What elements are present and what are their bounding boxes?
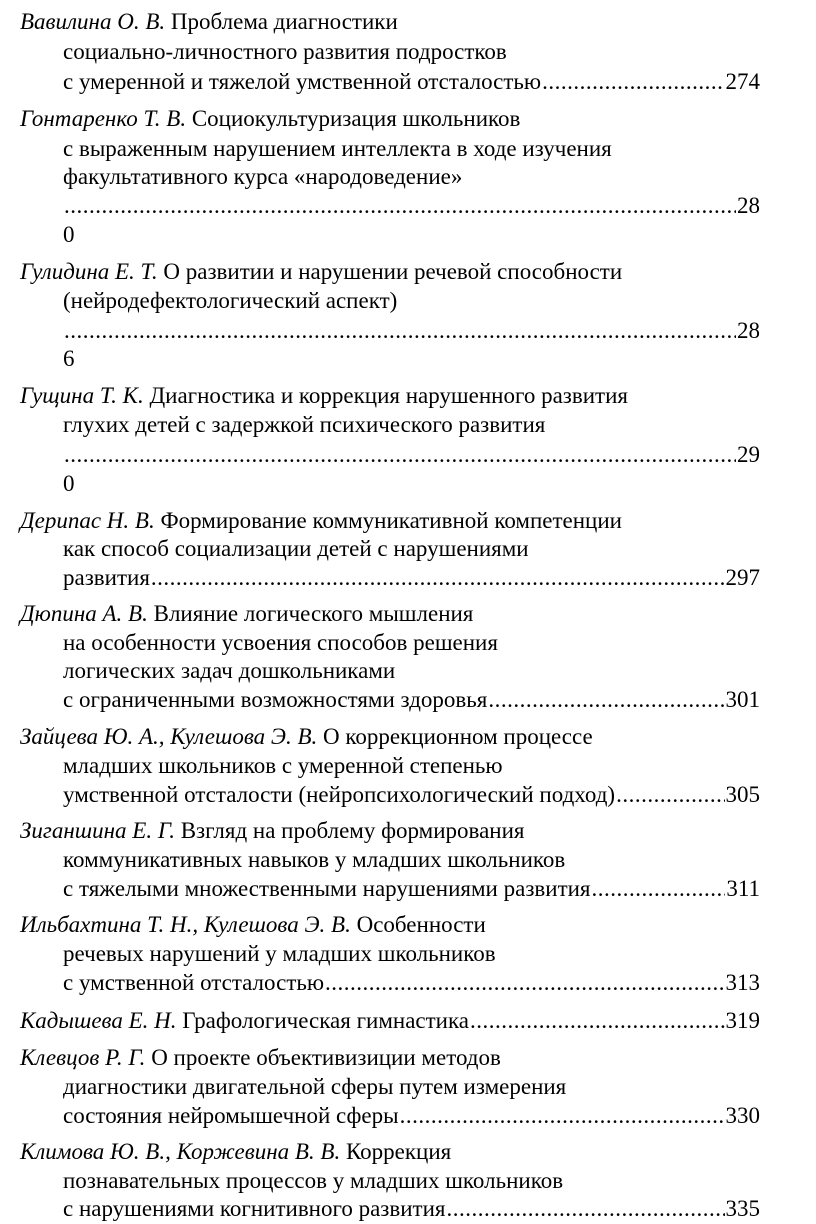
entry-leader-line [63, 685, 760, 715]
entry-title: Особенности [356, 912, 486, 937]
entry-title-line: как способ социализации детей с нарушениями [63, 536, 529, 561]
page-number: 28 [737, 318, 760, 343]
toc-entry-author-line [20, 599, 760, 629]
toc-entry-author-line [20, 506, 760, 536]
entry-title-last: с нарушениями когнитивного развития [63, 1196, 446, 1221]
entry-title-line: факультативного курса «народоведение» [63, 164, 463, 189]
entry-leader-line [63, 191, 760, 221]
toc-entry-author-line [20, 257, 760, 287]
entry-author: Клевцов Р. Г. [20, 1045, 146, 1070]
page-number-overflow: 6 [63, 346, 75, 371]
page-number: 29 [737, 442, 760, 467]
entry-title: Коррекция [345, 1139, 452, 1164]
page-number: 274 [725, 69, 760, 94]
page-number: 305 [725, 782, 760, 807]
dot-leader [325, 968, 724, 998]
dot-leader [470, 1006, 724, 1036]
entry-title-line: логических задач дошкольниками [63, 658, 396, 683]
entry-author: Кадышева Е. Н. [20, 1008, 177, 1033]
entry-title-line: коммуникативных навыков у младших школьников [63, 847, 566, 872]
entry-leader-line [63, 316, 760, 346]
entry-leader-line [63, 440, 760, 470]
toc-entry-author-line [20, 910, 760, 940]
entry-leader-line [63, 67, 760, 97]
entry-title: О коррекционном процессе [323, 724, 593, 749]
page-number: 319 [725, 1008, 760, 1033]
entry-title-last: с ограниченными возможностями здоровья [63, 687, 488, 712]
entry-title: О проекте объективизиции методов [151, 1045, 501, 1070]
page-number: 330 [725, 1103, 760, 1128]
page-number: 313 [725, 970, 760, 995]
entry-author: Гонтаренко Т. В. [20, 106, 187, 131]
entry-author: Гущина Т. К. [20, 383, 144, 408]
entry-title-last: развития [63, 565, 150, 590]
entry-title: Диагностика и коррекция нарушенного развития [149, 383, 628, 408]
entry-title-line: с выраженным нарушением интеллекта в ходе изучения [63, 136, 612, 161]
page-number: 297 [725, 565, 760, 590]
entry-title-last: состояния нейромышечной сферы [63, 1103, 399, 1128]
toc-entry-author-line [20, 816, 760, 846]
entry-author: Климова Ю. В., Коржевина В. В. [20, 1139, 341, 1164]
entry-leader-line [63, 1194, 760, 1224]
entry-title-last: с умеренной и тяжелой умственной отсталостью [63, 69, 542, 94]
entry-leader-line [63, 563, 760, 593]
entry-title: Влияние логического мышления [153, 601, 474, 626]
page-number: 335 [725, 1196, 760, 1221]
dot-leader [542, 67, 724, 97]
toc-entry-author-line [20, 1043, 760, 1073]
entry-author: Зайцева Ю. А., Кулешова Э. В. [20, 724, 318, 749]
entry-leader-line [63, 874, 760, 904]
entry-title-line: глухих детей с задержкой психического развития [63, 412, 546, 437]
entry-author: Зиганшина Е. Г. [20, 818, 175, 843]
toc-entry-author-line [20, 104, 760, 134]
entry-title: Социокультуризация школьников [191, 106, 521, 131]
entry-title-last: Графологическая гимнастика [182, 1008, 470, 1033]
entry-author: Вавилина О. В. [20, 9, 166, 34]
entry-title-line: младших школьников с умеренной степенью [63, 753, 503, 778]
toc-entry-author-line [20, 7, 760, 37]
entry-leader-line [63, 780, 760, 810]
entry-title-line: (нейродефектологический аспект) [63, 288, 398, 313]
entry-title-line: диагностики двигательной сферы путем измерения [63, 1074, 567, 1099]
entry-leader-line [20, 1006, 760, 1036]
toc-entry-author-line [20, 1137, 760, 1167]
entry-leader-line [63, 968, 760, 998]
dot-leader [151, 563, 725, 593]
dot-leader [488, 685, 724, 715]
entry-title-line: на особенности усвоения способов решения [63, 630, 498, 655]
dot-leader [64, 191, 736, 221]
dot-leader [447, 1194, 725, 1224]
entry-title: Проблема диагностики [170, 9, 398, 34]
entry-author: Дерипас Н. В. [20, 508, 155, 533]
toc-entry-author-line [20, 381, 760, 411]
entry-title: Взгляд на проблему формирования [180, 818, 525, 843]
page-number-overflow: 0 [63, 222, 75, 247]
entry-title-last: умственной отсталости (нейропсихологический подход) [63, 782, 616, 807]
entry-title-line: речевых нарушений у младших школьников [63, 941, 496, 966]
page-number: 28 [737, 193, 760, 218]
dot-leader [400, 1101, 725, 1131]
entry-title-last: с тяжелыми множественными нарушениями развития [63, 876, 591, 901]
entry-title-line: познавательных процессов у младших школьников [63, 1168, 564, 1193]
toc-entry-author-line [20, 722, 760, 752]
entry-leader-line [63, 1101, 760, 1131]
page-number: 301 [725, 687, 760, 712]
dot-leader [64, 316, 736, 346]
entry-title: Формирование коммуникативной компетенции [160, 508, 622, 533]
entry-author: Гулидина Е. Т. [20, 259, 158, 284]
page-number: 311 [726, 876, 760, 901]
entry-inline-text [20, 1006, 469, 1036]
entry-title: О развитии и нарушении речевой способности [163, 259, 623, 284]
entry-author: Ильбахтина Т. Н., Кулешова Э. В. [20, 912, 351, 937]
dot-leader [616, 780, 724, 810]
entry-author: Дюпина А. В. [20, 601, 148, 626]
dot-leader [592, 874, 726, 904]
entry-title-line: социально-личностного развития подростков [63, 39, 507, 64]
entry-title-last: с умственной отсталостью [63, 970, 325, 995]
dot-leader [64, 440, 736, 470]
page-number-overflow: 0 [63, 471, 75, 496]
